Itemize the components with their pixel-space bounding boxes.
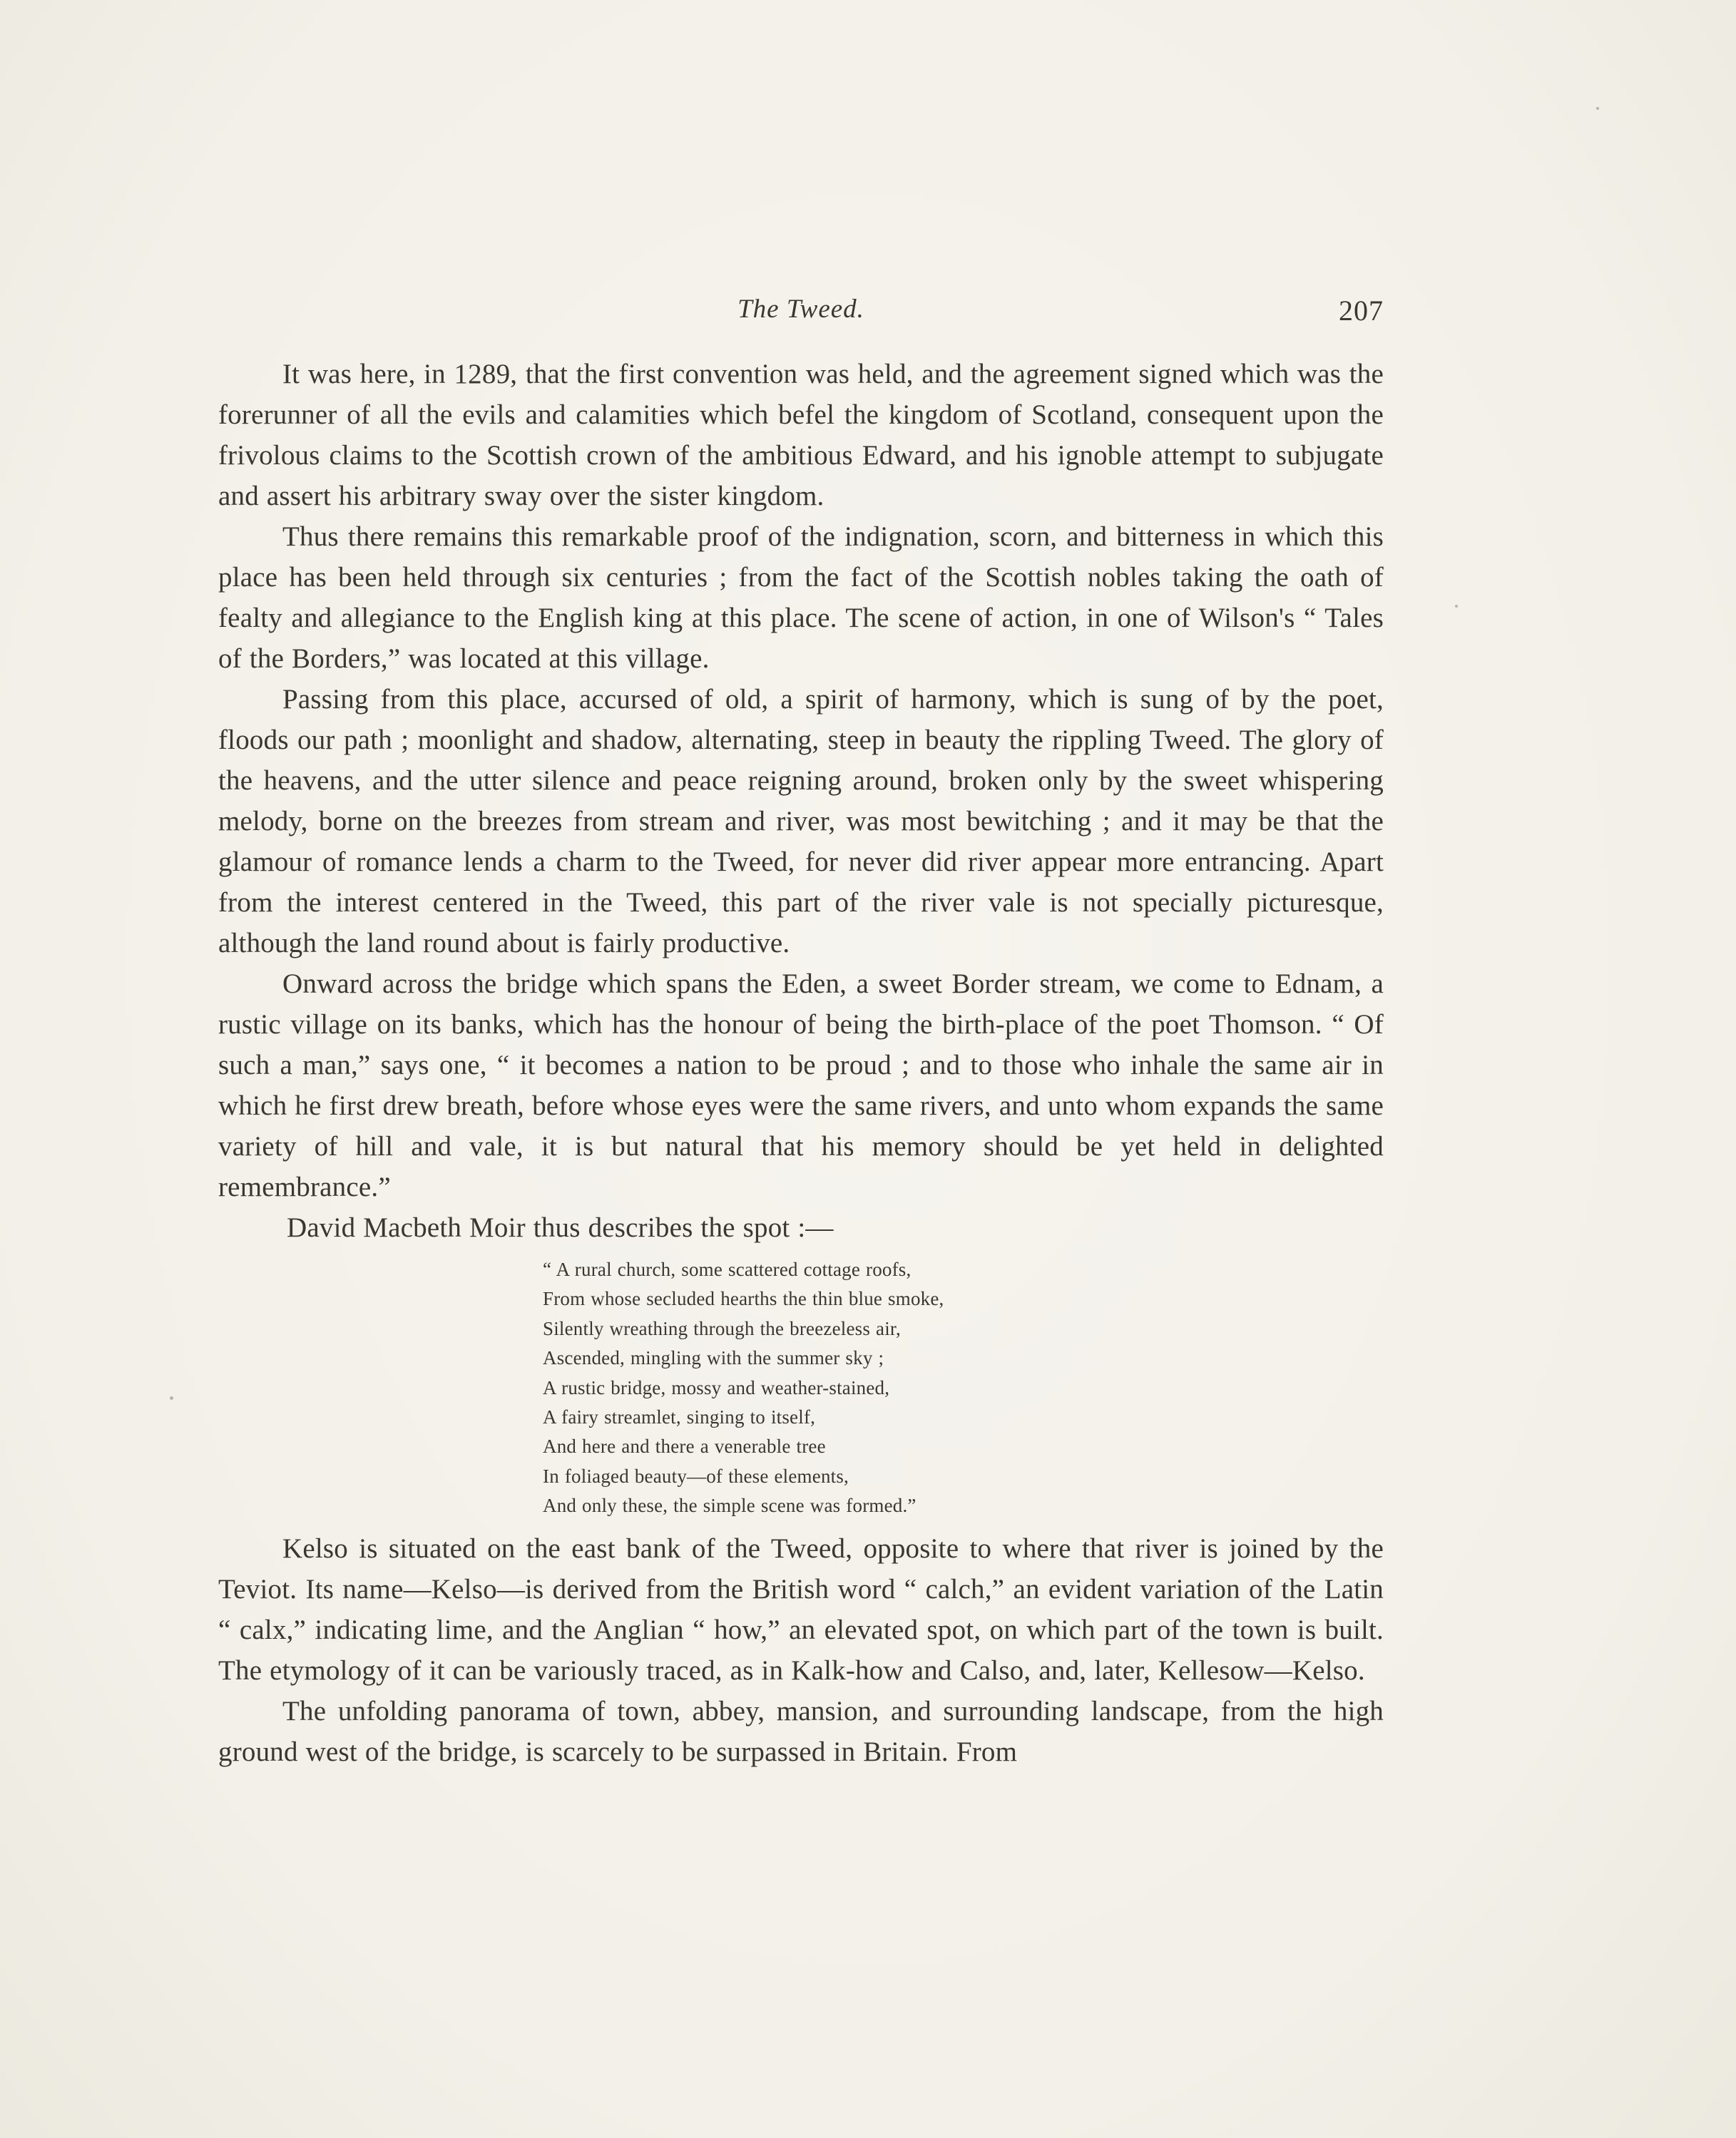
poem-line: In foliaged beauty—of these elements, bbox=[543, 1465, 849, 1487]
paper-speck bbox=[1596, 107, 1599, 110]
poem-line: And only these, the simple scene was formed.” bbox=[543, 1495, 916, 1517]
page-number: 207 bbox=[1339, 295, 1384, 327]
paragraph-indignation: Thus there remains this remarkable proof of the indignation, scorn, and bitterness in which this place has been held through six centuries ; from the fact of the Scottish nobles taking the oath of fealty and allegiance to the English king at this place. The scene of action, in one of Wilson's “ Tales of the Borders,” was located at this village. bbox=[218, 521, 1384, 674]
poem-line: Ascended, mingling with the summer sky ; bbox=[543, 1347, 884, 1369]
paper-speck bbox=[170, 1396, 173, 1400]
body-text bbox=[218, 354, 1384, 1772]
poem-line: A fairy streamlet, singing to itself, bbox=[543, 1406, 816, 1428]
paper-speck bbox=[1455, 605, 1458, 608]
poem-quote bbox=[543, 1255, 1384, 1521]
paragraph-harmony: Passing from this place, accursed of old, a spirit of harmony, which is sung of by the poet, floods our path ; moonlight and shadow, alternating, steep in beauty the rippling Tweed. The glory of the heavens, and the utter silence and peace reigning around, broken only by the sweet whispering melody, borne on the breezes from stream and river, was most bewitching ; and it may be that the glamour of romance lends a charm to the Tweed, for never did river appear more entrancing. Apart from the interest centered in the Tweed, this part of the river vale is not specially picturesque, although the land round about is fairly productive. bbox=[218, 684, 1384, 958]
poem-intro: David Macbeth Moir thus describes the spot :— bbox=[287, 1212, 834, 1243]
poem-line: From whose secluded hearths the thin blue smoke, bbox=[543, 1288, 944, 1310]
poem-line: Silently wreathing through the breezeless air, bbox=[543, 1317, 901, 1339]
poem-line: A rustic bridge, mossy and weather-stained, bbox=[543, 1376, 890, 1398]
poem-line: “ A rural church, some scattered cottage roofs, bbox=[543, 1259, 912, 1280]
paragraph-panorama: The unfolding panorama of town, abbey, mansion, and surrounding landscape, from the high ground west of the bridge, is scarcely to be surpassed in Britain. From bbox=[218, 1695, 1384, 1767]
page-header bbox=[218, 294, 1384, 329]
poem-line: And here and there a venerable tree bbox=[543, 1436, 826, 1458]
paragraph-convention: It was here, in 1289, that the first convention was held, and the agreement signed which was the forerunner of all the evils and calamities which befel the kingdom of Scotland, consequent upon the frivolous claims to the Scottish crown of the ambitious Edward, and his ignoble attempt to subjugate and assert his arbitrary sway over the sister kingdom. bbox=[218, 359, 1384, 511]
running-title: The Tweed. bbox=[737, 295, 864, 324]
paragraph-kelso: Kelso is situated on the east bank of the Tweed, opposite to where that river is joined by the Teviot. Its name—Kelso—is derived from the British word “ calch,” an evident variation of the Latin “ calx,” indicating lime, and the Anglian “ how,” an elevated spot, on which part of the town is built. The etymology of it can be variously traced, as in Kalk-how and Calso, and, later, Kellesow—Kelso. bbox=[218, 1533, 1384, 1686]
paragraph-ednam: Onward across the bridge which spans the Eden, a sweet Border stream, we come to Ednam, a rustic village on its banks, which has the honour of being the birth-place of the poet Thomson. “ Of such a man,” says one, “ it becomes a nation to be proud ; and to those who inhale the same air in which he first drew breath, before whose eyes were the same rivers, and unto whom expands the same variety of hill and vale, it is but natural that his memory should be yet held in delighted remembrance.” bbox=[218, 968, 1384, 1202]
